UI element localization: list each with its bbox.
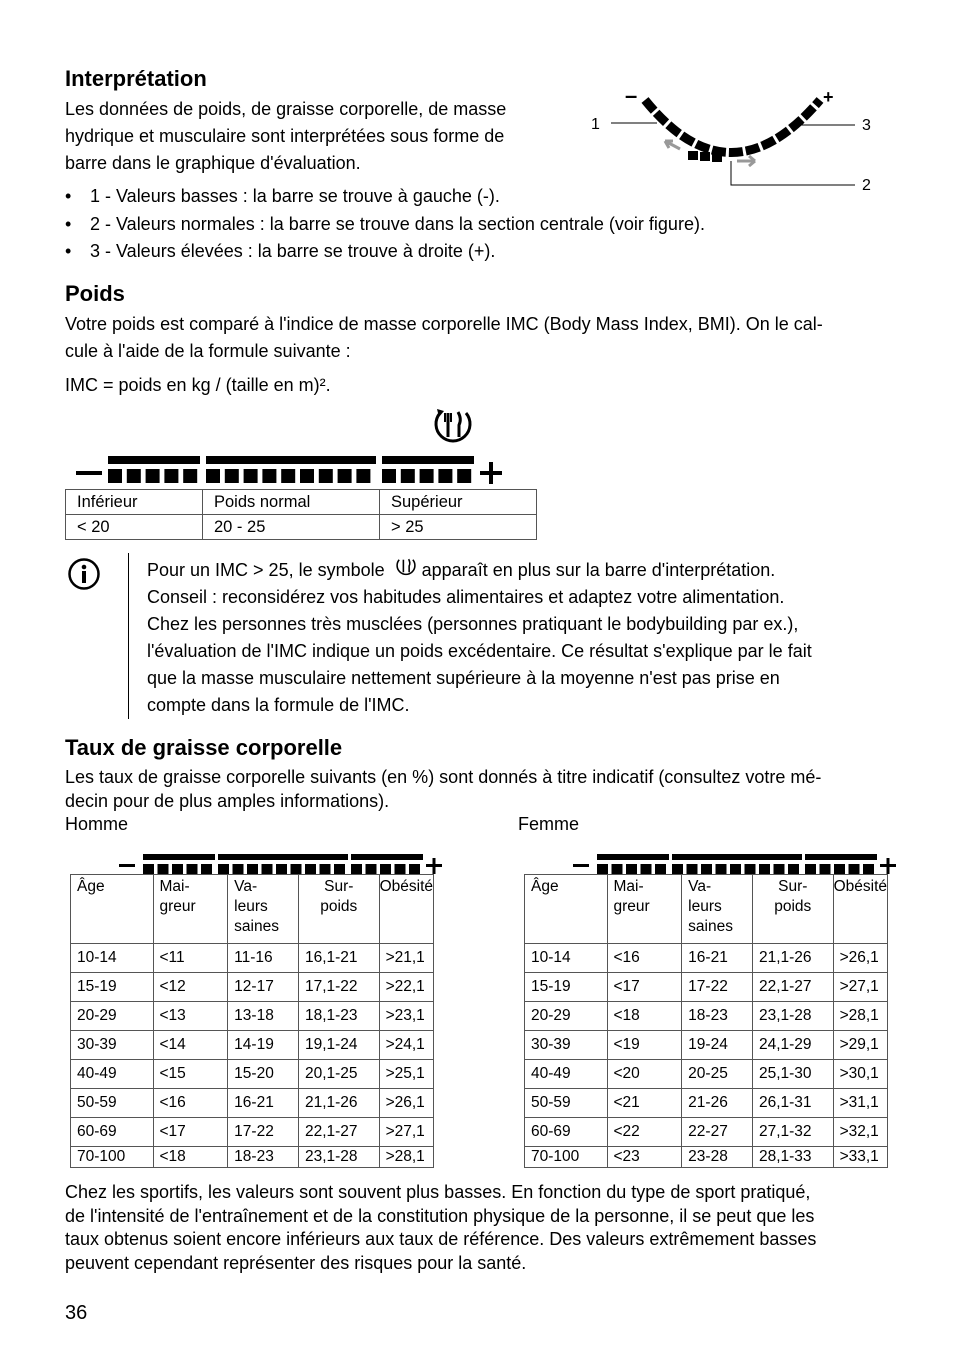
table-cell: <18 xyxy=(153,1147,228,1168)
table-row xyxy=(71,1147,434,1168)
bar-segment xyxy=(457,469,471,483)
table-cell: >29,1 xyxy=(833,1031,887,1060)
table-cell: 50-59 xyxy=(525,1089,608,1118)
header-text: saines xyxy=(688,918,733,935)
header-text: Âge xyxy=(531,878,559,895)
table-row xyxy=(71,973,434,1002)
figure-minus: – xyxy=(625,85,638,108)
table-cell: 28,1-33 xyxy=(752,1147,833,1168)
header-text: greur xyxy=(159,898,196,915)
table-cell: <12 xyxy=(153,973,228,1002)
table-row xyxy=(525,944,888,973)
femme-fat-table xyxy=(524,874,888,1168)
bar-segment xyxy=(319,469,333,483)
bar-minus-icon xyxy=(76,471,102,475)
table-row xyxy=(525,973,888,1002)
note-line: que la masse musculaire nettement supérieure à la moyenne n'est pas prise en xyxy=(147,668,780,688)
table-row xyxy=(525,1031,888,1060)
table-cell: <11 xyxy=(153,944,228,973)
table-row xyxy=(525,1147,888,1168)
closing-line: de l'intensité de l'entraînement et de la constitution physique de la personne, il se peut que les xyxy=(65,1205,815,1226)
bar-plus-icon xyxy=(433,858,436,874)
table-row xyxy=(71,1060,434,1089)
table-row xyxy=(525,1060,888,1089)
table-cell: 30-39 xyxy=(71,1031,154,1060)
table-header: Supérieur xyxy=(380,490,537,515)
table-cell: 60-69 xyxy=(525,1118,608,1147)
table-header xyxy=(607,875,682,944)
table-row xyxy=(71,1002,434,1031)
closing-line: peuvent cependant représenter des risques pour la santé. xyxy=(65,1252,527,1273)
bar-segment xyxy=(146,469,160,483)
closing-paragraph xyxy=(65,1181,816,1275)
table-cell: 25,1-30 xyxy=(752,1060,833,1089)
table-cell: 14-19 xyxy=(228,1031,299,1060)
bar-segment xyxy=(183,469,197,483)
table-cell: 19,1-24 xyxy=(298,1031,379,1060)
table-cell: 22,1-27 xyxy=(752,973,833,1002)
page-number: 36 xyxy=(65,1302,88,1324)
header-text: Sur- xyxy=(778,878,808,895)
table-cell: >25,1 xyxy=(379,1060,433,1089)
header-text: Âge xyxy=(77,878,105,895)
table-header xyxy=(379,875,433,944)
poids-intro-line: cule à l'aide de la formule suivante : xyxy=(65,341,351,361)
closing-line: Chez les sportifs, les valeurs sont souvent plus basses. En fonction du type de sport pratiqué, xyxy=(65,1182,811,1202)
bar-segment xyxy=(244,469,258,483)
table-cell: 60-69 xyxy=(71,1118,154,1147)
bar-top-line xyxy=(351,854,423,860)
table-cell: 17,1-22 xyxy=(298,973,379,1002)
table-cell: >31,1 xyxy=(833,1089,887,1118)
figure-label-3: 3 xyxy=(862,117,871,134)
table-cell: <20 xyxy=(607,1060,682,1089)
table-cell: 15-19 xyxy=(71,973,154,1002)
table-cell: 21-26 xyxy=(682,1089,753,1118)
table-cell: 27,1-32 xyxy=(752,1118,833,1147)
bmi-formula: IMC = poids en kg / (taille en m)². xyxy=(65,375,331,395)
table-cell: >33,1 xyxy=(833,1147,887,1168)
table-cell: 20,1-25 xyxy=(298,1060,379,1089)
table-cell: <15 xyxy=(153,1060,228,1089)
arrow-left-icon xyxy=(665,141,680,149)
table-cell: 50-59 xyxy=(71,1089,154,1118)
table-cell: 23-28 xyxy=(682,1147,753,1168)
note-line: l'évaluation de l'IMC indique un poids excédentaire. Ce résultat s'explique par le fait xyxy=(147,641,812,661)
table-cell: < 20 xyxy=(66,515,203,540)
note-line: Pour un IMC > 25, le symbole apparaît en plus sur la barre d'interprétation. xyxy=(147,555,812,584)
table-cell: 20-29 xyxy=(525,1002,608,1031)
table-cell: 17-22 xyxy=(682,973,753,1002)
note-divider xyxy=(128,553,129,719)
bar-segment xyxy=(127,469,141,483)
bar-segment xyxy=(420,469,434,483)
table-header xyxy=(525,875,608,944)
bar-top-line xyxy=(597,854,669,860)
table-row xyxy=(525,1118,888,1147)
table-cell: 21,1-26 xyxy=(752,944,833,973)
poids-intro-line: Votre poids est comparé à l'indice de masse corporelle IMC (Body Mass Index, BMI). On le cal- xyxy=(65,314,823,334)
figure-label-1: 1 xyxy=(591,116,600,133)
table-cell: 70-100 xyxy=(71,1147,154,1168)
table-row xyxy=(525,1002,888,1031)
bar-segment xyxy=(206,469,220,483)
bmi-table xyxy=(65,489,537,540)
table-cell: 17-22 xyxy=(228,1118,299,1147)
poids-intro xyxy=(65,311,823,365)
table-cell: >28,1 xyxy=(833,1002,887,1031)
table-cell: 16-21 xyxy=(682,944,753,973)
table-cell: 20 - 25 xyxy=(203,515,380,540)
header-text: greur xyxy=(613,898,650,915)
table-cell: 19-24 xyxy=(682,1031,753,1060)
table-cell: 13-18 xyxy=(228,1002,299,1031)
interp-intro-line: hydrique et musculaire sont interprétées sous forme de xyxy=(65,126,505,146)
note-line: compte dans la formule de l'IMC. xyxy=(147,695,410,715)
header-text: poids xyxy=(774,898,812,915)
table-row xyxy=(71,944,434,973)
info-note xyxy=(147,555,812,719)
table-cell: <16 xyxy=(607,944,682,973)
table-cell: <22 xyxy=(607,1118,682,1147)
table-cell: 23,1-28 xyxy=(298,1147,379,1168)
table-header xyxy=(71,875,154,944)
table-cell: >26,1 xyxy=(379,1089,433,1118)
header-text: Va- xyxy=(234,878,258,895)
arrow-right-icon xyxy=(737,156,755,166)
evaluation-arc-figure xyxy=(585,85,885,200)
table-header: Inférieur xyxy=(66,490,203,515)
table-row xyxy=(71,1089,434,1118)
table-cell: 18-23 xyxy=(228,1147,299,1168)
table-cell: 11-16 xyxy=(228,944,299,973)
fork-knife-icon xyxy=(395,555,417,577)
table-cell: >23,1 xyxy=(379,1002,433,1031)
table-cell: <18 xyxy=(607,1002,682,1031)
table-cell: <17 xyxy=(607,973,682,1002)
table-cell: > 25 xyxy=(380,515,537,540)
table-header xyxy=(682,875,753,944)
header-text: Obésité xyxy=(379,878,433,895)
table-cell: 16,1-21 xyxy=(298,944,379,973)
closing-line: taux obtenus soient encore inférieurs aux taux de référence. Des valeurs extrêmement basses xyxy=(65,1229,817,1249)
bar-segment xyxy=(262,469,276,483)
table-cell: 10-14 xyxy=(71,944,154,973)
table-header xyxy=(752,875,833,944)
graisse-intro-line: decin pour de plus amples informations). xyxy=(65,791,390,811)
table-row xyxy=(71,1031,434,1060)
header-text: Mai- xyxy=(613,878,644,895)
header-text: saines xyxy=(234,918,279,935)
table-cell: 40-49 xyxy=(71,1060,154,1089)
table-cell: >26,1 xyxy=(833,944,887,973)
table-cell: >28,1 xyxy=(379,1147,433,1168)
bar-top-line xyxy=(218,854,348,860)
table-cell: <23 xyxy=(607,1147,682,1168)
table-cell: 12-17 xyxy=(228,973,299,1002)
table-cell: <19 xyxy=(607,1031,682,1060)
table-header xyxy=(298,875,379,944)
table-cell: 24,1-29 xyxy=(752,1031,833,1060)
interp-intro-line: Les données de poids, de graisse corporelle, de masse xyxy=(65,99,507,119)
bar-top-line xyxy=(143,854,215,860)
bar-top-line xyxy=(672,854,802,860)
table-cell: 15-20 xyxy=(228,1060,299,1089)
interp-intro xyxy=(65,96,506,177)
note-line: Chez les personnes très musclées (personnes pratiquant le bodybuilding par ex.), xyxy=(147,614,799,634)
table-cell: >27,1 xyxy=(379,1118,433,1147)
header-text: leurs xyxy=(688,898,722,915)
header-text: Va- xyxy=(688,878,712,895)
table-cell: <16 xyxy=(153,1089,228,1118)
figure-plus: + xyxy=(823,87,834,107)
table-cell: >22,1 xyxy=(379,973,433,1002)
bar-segment xyxy=(356,469,370,483)
table-cell: >21,1 xyxy=(379,944,433,973)
table-cell: 26,1-31 xyxy=(752,1089,833,1118)
table-cell: 18-23 xyxy=(682,1002,753,1031)
bar-segment xyxy=(225,469,239,483)
table-cell: 20-25 xyxy=(682,1060,753,1089)
bar-segment xyxy=(164,469,178,483)
femme-label: Femme xyxy=(518,814,580,834)
bmi-interpretation-bar xyxy=(74,452,509,492)
section-title-poids: Poids xyxy=(65,281,125,306)
table-cell: <14 xyxy=(153,1031,228,1060)
bar-minus-icon xyxy=(573,864,589,867)
bar-segment xyxy=(438,469,452,483)
bar-top-line xyxy=(805,854,877,860)
bar-segment xyxy=(108,469,122,483)
bar-plus-icon xyxy=(887,858,890,874)
table-cell: 15-19 xyxy=(525,973,608,1002)
table-row xyxy=(525,1089,888,1118)
figure-label-2: 2 xyxy=(862,177,871,194)
info-icon xyxy=(67,557,101,591)
homme-label: Homme xyxy=(65,814,129,834)
table-cell: <21 xyxy=(607,1089,682,1118)
table-header: Poids normal xyxy=(203,490,380,515)
table-cell: 21,1-26 xyxy=(298,1089,379,1118)
bar-segment xyxy=(382,469,396,483)
table-cell: 18,1-23 xyxy=(298,1002,379,1031)
table-cell: 30-39 xyxy=(525,1031,608,1060)
table-cell: >27,1 xyxy=(833,973,887,1002)
table-cell: 40-49 xyxy=(525,1060,608,1089)
table-cell: >24,1 xyxy=(379,1031,433,1060)
bar-segment xyxy=(401,469,415,483)
bar-segment xyxy=(281,469,295,483)
fork-knife-icon xyxy=(432,405,474,445)
graisse-intro-line: Les taux de graisse corporelle suivants (en %) sont donnés à titre indicatif (consultez votre mé- xyxy=(65,767,822,787)
bar-plus-icon xyxy=(480,462,502,484)
table-cell: 16-21 xyxy=(228,1089,299,1118)
header-text: leurs xyxy=(234,898,268,915)
graisse-intro xyxy=(65,765,821,813)
homme-fat-table xyxy=(70,874,434,1168)
table-cell: 22,1-27 xyxy=(298,1118,379,1147)
header-text: Mai- xyxy=(159,878,190,895)
header-text: poids xyxy=(320,898,358,915)
bar-minus-icon xyxy=(119,864,135,867)
bar-segment xyxy=(338,469,352,483)
bar-segment xyxy=(300,469,314,483)
table-cell: >32,1 xyxy=(833,1118,887,1147)
section-title-interpretation: Interprétation xyxy=(65,66,207,91)
table-cell: <17 xyxy=(153,1118,228,1147)
header-text: Obésité xyxy=(833,878,887,895)
table-cell: >30,1 xyxy=(833,1060,887,1089)
table-cell: 23,1-28 xyxy=(752,1002,833,1031)
interp-intro-line: barre dans le graphique d'évaluation. xyxy=(65,153,361,173)
table-cell: 22-27 xyxy=(682,1118,753,1147)
header-text: Sur- xyxy=(324,878,354,895)
section-title-graisse: Taux de graisse corporelle xyxy=(65,735,343,760)
note-line: Conseil : reconsidérez vos habitudes alimentaires et adaptez votre alimentation. xyxy=(147,587,785,607)
table-cell: 20-29 xyxy=(71,1002,154,1031)
table-header xyxy=(153,875,228,944)
table-header xyxy=(833,875,887,944)
table-cell: 70-100 xyxy=(525,1147,608,1168)
table-row xyxy=(71,1118,434,1147)
table-cell: <13 xyxy=(153,1002,228,1031)
table-cell: 10-14 xyxy=(525,944,608,973)
table-header xyxy=(228,875,299,944)
